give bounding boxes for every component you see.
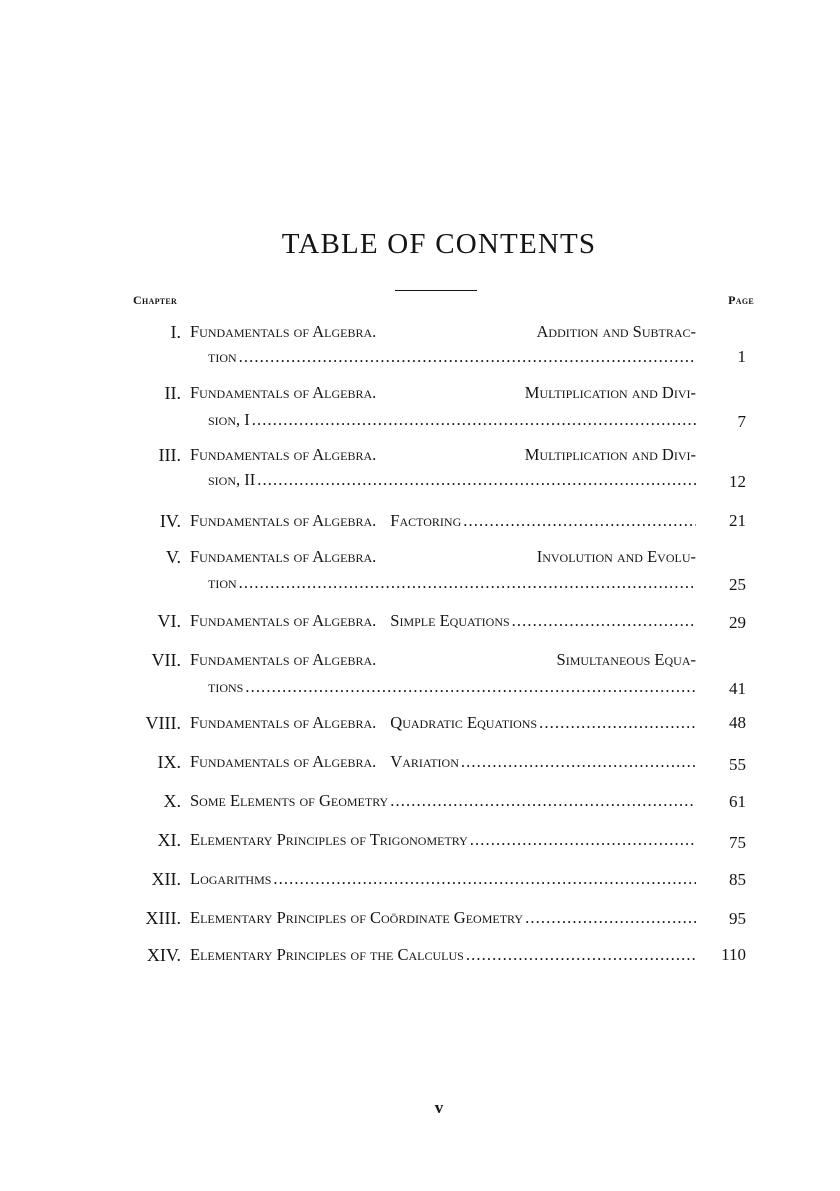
chapter-number: IX. <box>157 752 181 772</box>
page-number: 7 <box>737 412 746 431</box>
title-rule <box>395 290 477 291</box>
chapter-topic-continued: tions <box>208 677 244 696</box>
chapter-title-line <box>190 866 696 892</box>
page-number: 85 <box>729 870 746 889</box>
page-number: 25 <box>729 575 746 594</box>
chapter-number: VIII. <box>145 713 181 733</box>
dot-leader <box>512 608 696 634</box>
chapter-topic-continued: sion, II <box>208 470 256 489</box>
chapter-title-line <box>190 749 696 775</box>
chapter-topic: Simultaneous Equa- <box>556 650 696 669</box>
chapter-title-line <box>190 788 696 814</box>
chapter-title-continuation <box>208 344 696 370</box>
page-number: 12 <box>729 472 746 491</box>
chapter-subject: Fundamentals of Algebra. <box>190 611 377 630</box>
page-folio: v <box>434 1098 444 1117</box>
chapter-title-line <box>190 544 696 570</box>
page-number: 41 <box>729 679 746 698</box>
chapter-subject: Fundamentals of Algebra. <box>190 383 377 402</box>
chapter-topic: Variation <box>390 752 459 771</box>
page-number: 48 <box>729 713 746 732</box>
chapter-title-line <box>190 442 696 468</box>
chapter-title-line <box>190 608 696 634</box>
dot-leader <box>525 905 696 931</box>
chapter-topic: Quadratic Equations <box>390 713 538 732</box>
chapter-title-line <box>190 905 696 931</box>
chapter-topic: Simple Equations <box>390 611 510 630</box>
chapter-title-continuation <box>208 467 696 493</box>
dot-leader <box>470 827 696 853</box>
chapter-number: V. <box>165 547 181 567</box>
page-number: 61 <box>729 792 746 811</box>
chapter-subject: Elementary Principles of the Calculus <box>190 945 464 964</box>
chapter-title-continuation <box>208 674 696 700</box>
chapter-title-line <box>190 319 696 345</box>
page-number: 75 <box>729 833 746 852</box>
chapter-number: XI. <box>157 830 181 850</box>
chapter-subject: Fundamentals of Algebra. <box>190 713 377 732</box>
chapter-title-line <box>190 710 696 736</box>
page-number: 21 <box>729 511 746 530</box>
page-title: TABLE OF CONTENTS <box>281 228 597 260</box>
chapter-subject: Fundamentals of Algebra. <box>190 547 377 566</box>
dot-leader <box>239 570 696 596</box>
chapter-number: III. <box>158 445 181 465</box>
chapter-number: VII. <box>151 650 181 670</box>
chapter-title-line <box>190 647 696 673</box>
chapter-title-line <box>190 380 696 406</box>
page-number: 95 <box>729 909 746 928</box>
dot-leader <box>245 674 696 700</box>
dot-leader <box>257 467 696 493</box>
chapter-title-continuation <box>208 570 696 596</box>
chapter-number: IV. <box>159 511 181 531</box>
chapter-subject: Fundamentals of Algebra. <box>190 322 377 341</box>
dot-leader <box>539 710 696 736</box>
dot-leader <box>239 344 696 370</box>
chapter-subject: Fundamentals of Algebra. <box>190 445 377 464</box>
chapter-topic: Addition and Subtrac- <box>536 322 696 341</box>
chapter-subject: Fundamentals of Algebra. <box>190 752 377 771</box>
dot-leader <box>463 508 696 534</box>
chapter-subject: Logarithms <box>190 869 272 888</box>
chapter-topic-continued: tion <box>208 573 237 592</box>
chapter-subject: Some Elements of Geometry <box>190 791 389 810</box>
page-number: 110 <box>721 945 746 964</box>
chapter-number: XIV. <box>146 945 181 965</box>
chapter-topic: Factoring <box>390 511 462 530</box>
chapter-column-header: Chapter <box>133 293 178 307</box>
chapter-topic-continued: tion <box>208 347 237 366</box>
chapter-title-line <box>190 827 696 853</box>
chapter-subject: Elementary Principles of Trigonometry <box>190 830 468 849</box>
dot-leader <box>252 407 696 433</box>
dot-leader <box>461 749 696 775</box>
chapter-number: X. <box>163 791 181 811</box>
chapter-number: XIII. <box>145 908 181 928</box>
chapter-title-line <box>190 942 696 968</box>
chapter-subject: Fundamentals of Algebra. <box>190 511 377 530</box>
chapter-subject: Elementary Principles of Coördinate Geometry <box>190 908 524 927</box>
chapter-topic-continued: sion, I <box>208 410 250 429</box>
page-number: 29 <box>729 613 746 632</box>
chapter-number: II. <box>164 383 181 403</box>
page-number: 1 <box>737 347 746 366</box>
chapter-title-line <box>190 508 696 534</box>
chapter-number: I. <box>170 322 181 342</box>
dot-leader <box>390 788 696 814</box>
page-column-header: Page <box>728 293 754 307</box>
chapter-title-continuation <box>208 407 696 433</box>
chapter-number: XII. <box>151 869 181 889</box>
chapter-topic: Multiplication and Divi- <box>524 445 696 464</box>
chapter-number: VI. <box>157 611 181 631</box>
chapter-topic: Involution and Evolu- <box>536 547 696 566</box>
chapter-subject: Fundamentals of Algebra. <box>190 650 377 669</box>
chapter-topic: Multiplication and Divi- <box>524 383 696 402</box>
dot-leader <box>273 866 696 892</box>
page-number: 55 <box>729 755 746 774</box>
dot-leader <box>466 942 696 968</box>
